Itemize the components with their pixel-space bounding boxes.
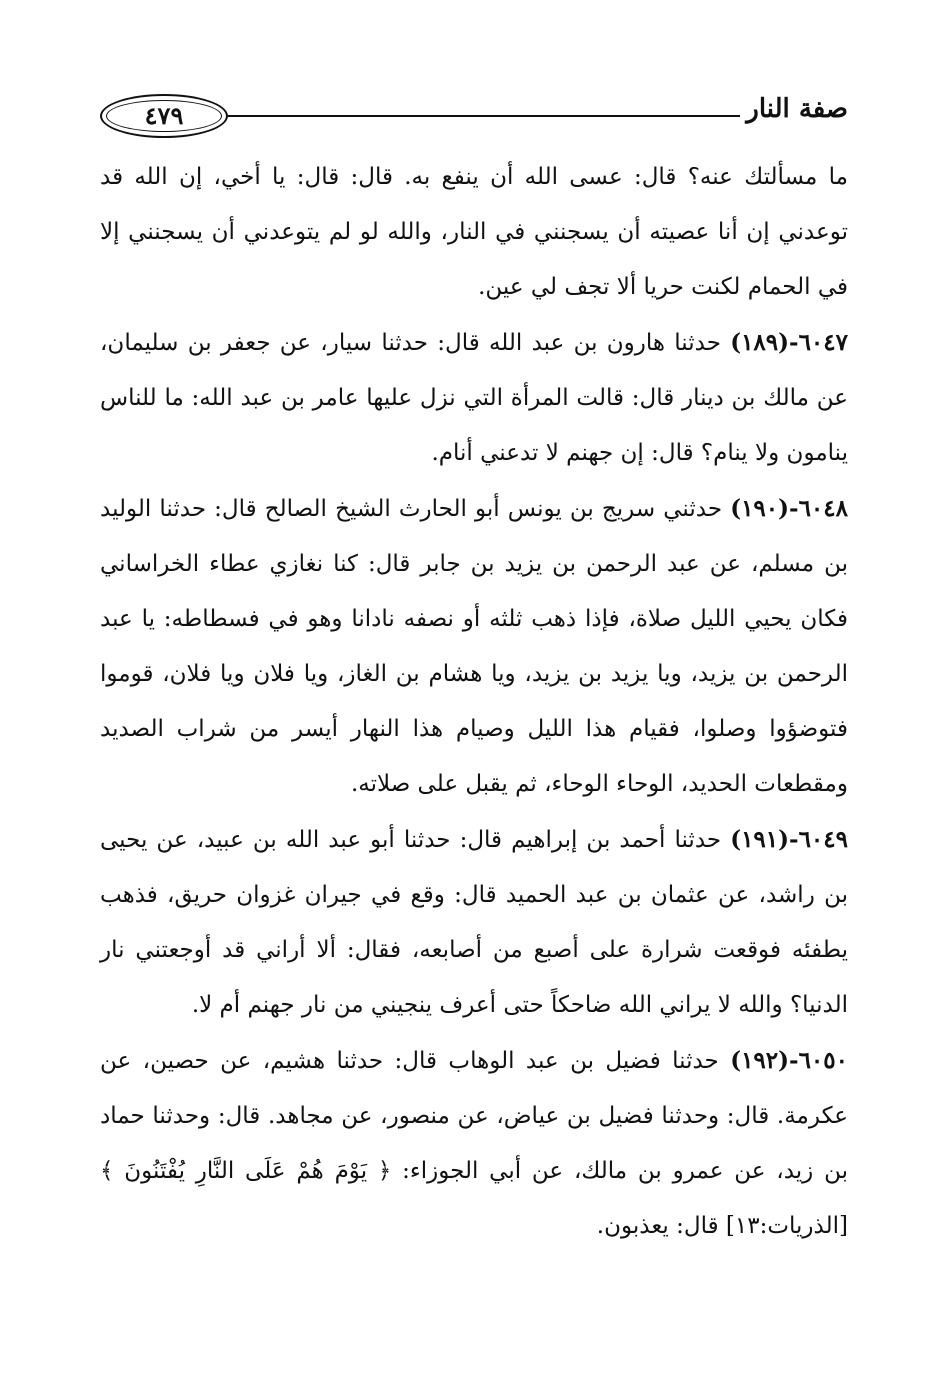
hadith-6047 bbox=[100, 315, 848, 481]
page-body bbox=[100, 150, 848, 1254]
hadith-6050 bbox=[100, 1033, 848, 1254]
paragraph-text: حدثنا هارون بن عبد الله قال: حدثنا سيار، عن جعفر بن سليمان، عن مالك بن دينار قال: قالت المرأة التي نزل عليها عامر بن عبد الله: ما للناس ينامون ولا ينام؟ قال: إن جهنم لا تدعني أنام. bbox=[100, 330, 848, 466]
header-rule bbox=[226, 115, 740, 117]
paragraph-text: حدثنا أحمد بن إبراهيم قال: حدثنا أبو عبد الله بن عبيد، عن يحيى بن راشد، عن عثمان بن عبد الحميد قال: وقع في جيران غزوان حريق، فذهب يطفئه فوقعت شرارة على أصبع من أصابعه، فقال: ألا أراني قد أوجعتني نار الدنيا؟ والله لا يراني الله ضاحكاً حتى أعرف ينجيني من نار جهنم أم لا. bbox=[100, 827, 848, 1018]
page-header bbox=[100, 88, 848, 148]
paragraph-text: حدثني سريج بن يونس أبو الحارث الشيخ الصالح قال: حدثنا الوليد بن مسلم، عن عبد الرحمن بن يزيد بن جابر قال: كنا نغازي عطاء الخراساني فكان يحيي الليل صلاة، فإذا ذهب ثلثه أو نصفه نادانا وهو في فسطاطه: يا عبد الرحمن بن يزيد، ويا يزيد بن يزيد، ويا هشام بن الغاز، ويا فلان ويا فلان، قوموا فتوضؤوا وصلوا، فقيام هذا الليل وصيام هذا النهار أيسر من شراب الصديد ومقطعات الحديد، الوحاء الوحاء، ثم يقبل على صلاته. bbox=[100, 496, 848, 797]
hadith-number: ٦٠٤٧-(١٨٩) bbox=[730, 329, 848, 356]
hadith-number: ٦٠٤٩-(١٩١) bbox=[730, 826, 848, 853]
hadith-6048 bbox=[100, 481, 848, 812]
hadith-number: ٦٠٥٠-(١٩٢) bbox=[730, 1047, 848, 1074]
paragraph-continuation bbox=[100, 150, 848, 315]
page-number: ٤٧٩ bbox=[144, 101, 184, 130]
hadith-6049 bbox=[100, 812, 848, 1033]
hadith-number: ٦٠٤٨-(١٩٠) bbox=[730, 495, 848, 522]
paragraph-text: ما مسألتك عنه؟ قال: عسى الله أن ينفع به. قال: قال: يا أخي، إن الله قد توعدني إن أنا عصيته أن يسجنني في النار، والله لو لم يتوعدني أن يسجنني إلا في الحمام لكنت حريا ألا تجف لي عين. bbox=[100, 164, 848, 300]
running-title: صفة النار bbox=[746, 94, 848, 124]
paragraph-text: حدثنا فضيل بن عبد الوهاب قال: حدثنا هشيم، عن حصين، عن عكرمة. قال: وحدثنا فضيل بن عياض، عن منصور، عن مجاهد. قال: وحدثنا حماد بن زيد، عن عمرو بن مالك، عن أبي الجوزاء: ﴿ يَوْمَ هُمْ عَلَى النَّارِ يُفْتَنُونَ ﴾ [الذريات:١٣] قال: يعذبون. bbox=[100, 1048, 848, 1239]
